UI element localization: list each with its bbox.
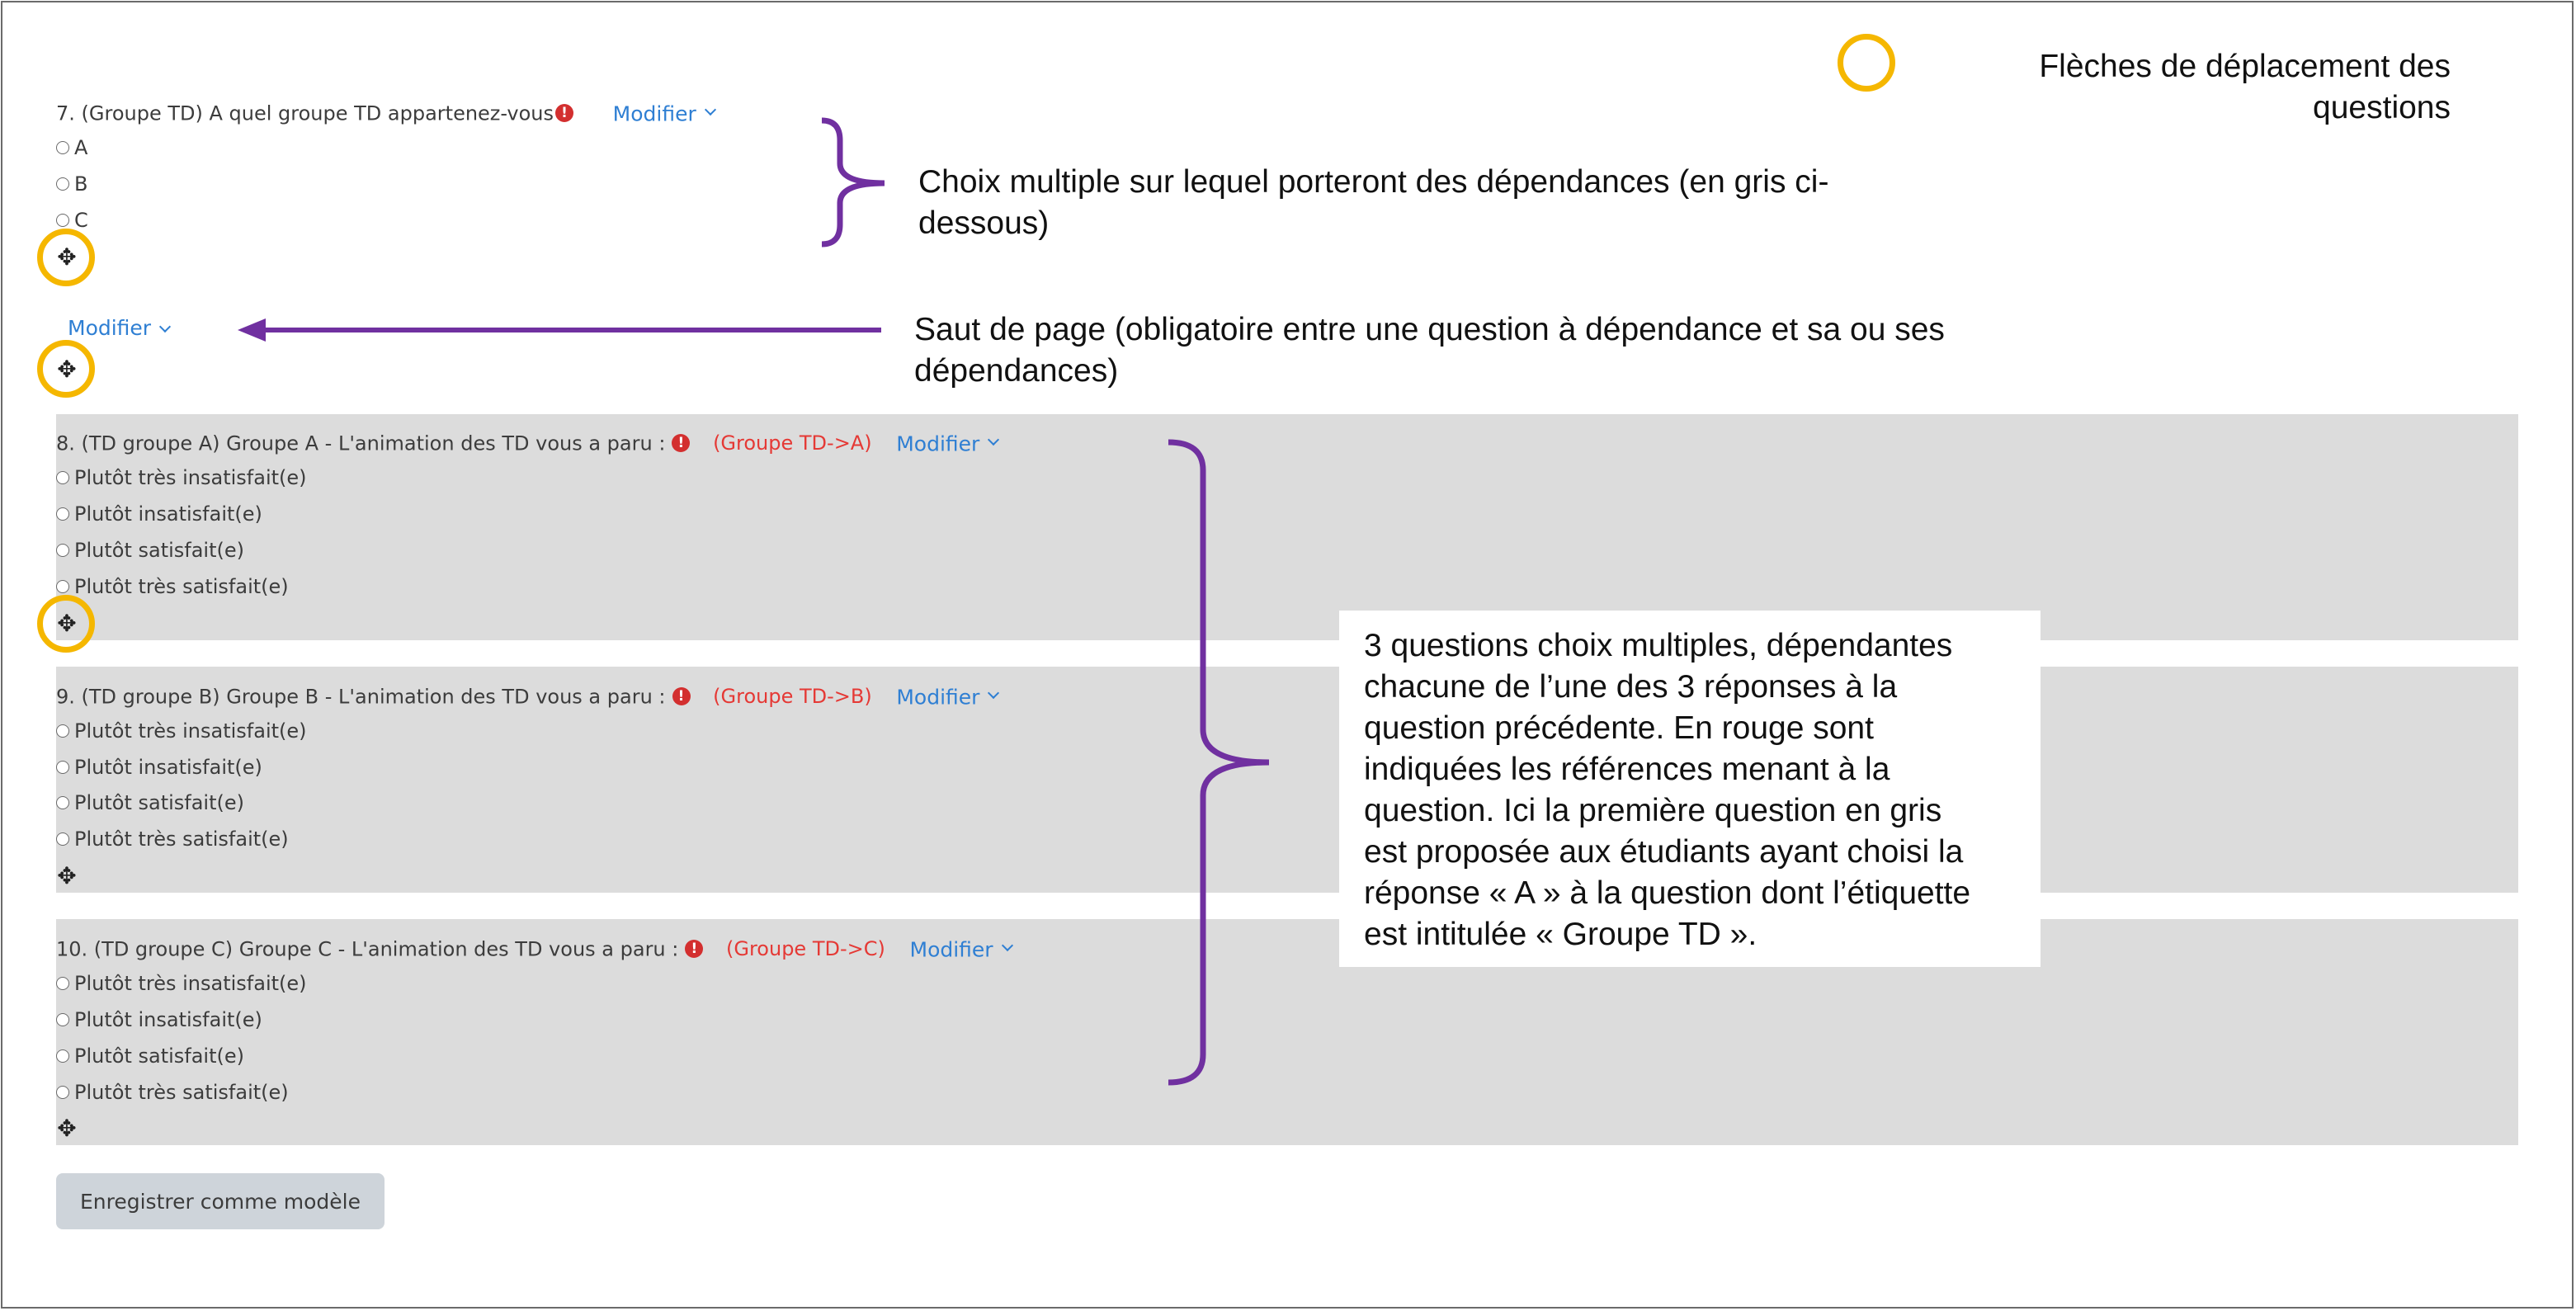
- annotation-line: dépendances): [914, 353, 1119, 389]
- option-label: B: [74, 172, 88, 196]
- move-icon[interactable]: ✥: [57, 356, 77, 382]
- question-7-title: 7. (Groupe TD) A quel groupe TD appartenez-vous: [56, 101, 554, 125]
- pagebreak-annotation: [914, 309, 1945, 392]
- arrow-head-icon: [238, 318, 266, 342]
- callout-line: est proposée aux étudiants ayant choisi la: [1364, 834, 1964, 870]
- required-icon: !: [555, 104, 573, 122]
- annotation-line: dessous): [918, 205, 1050, 241]
- modify-label: Modifier: [612, 101, 696, 126]
- move-icon[interactable]: ✥: [57, 863, 77, 889]
- dependency-reference: (Groupe TD->C): [726, 937, 885, 961]
- annotation-line: Choix multiple sur lequel porteront des dépendances (en gris ci-: [918, 164, 1829, 200]
- move-icon[interactable]: ✥: [57, 611, 77, 636]
- option-label: Plutôt insatisfait(e): [74, 502, 262, 526]
- option-label: Plutôt très insatisfait(e): [74, 466, 307, 489]
- modify-label: Modifier: [896, 431, 980, 456]
- option-label: Plutôt satisfait(e): [74, 539, 245, 562]
- annotation-line: Flèches de déplacement des: [2039, 49, 2451, 84]
- option-label: Plutôt très satisfait(e): [74, 1081, 289, 1104]
- arrows-legend: [1947, 46, 2451, 129]
- option-label: Plutôt satisfait(e): [74, 791, 245, 814]
- highlight-ring: [37, 340, 95, 398]
- modify-label: Modifier: [68, 316, 152, 340]
- option-label: Plutôt insatisfait(e): [74, 756, 262, 779]
- move-icon[interactable]: ✥: [57, 1115, 77, 1141]
- callout-line: est intitulée « Groupe TD ».: [1364, 917, 1757, 952]
- callout-line: indiquées les références menant à la: [1364, 752, 1890, 787]
- highlight-ring: [37, 229, 95, 286]
- callout-line: réponse « A » à la question dont l’étiquette: [1364, 875, 1971, 911]
- bracket-choice-icon: [822, 120, 885, 244]
- annotation-line: Saut de page (obligatoire entre une question à dépendance et sa ou ses: [914, 312, 1945, 347]
- option-label: Plutôt très insatisfait(e): [74, 719, 307, 743]
- callout-line: question. Ici la première question en gris: [1364, 793, 1942, 828]
- option-label: Plutôt très satisfait(e): [74, 828, 289, 851]
- callout-line: question précédente. En rouge sont: [1364, 710, 1874, 746]
- brace-dependent-icon: [1168, 442, 1269, 1082]
- annotation-line: questions: [2313, 90, 2451, 125]
- callout-line: 3 questions choix multiples, dépendantes: [1364, 628, 1953, 663]
- required-icon: !: [672, 434, 690, 452]
- option-label: Plutôt satisfait(e): [74, 1045, 245, 1068]
- required-icon: !: [685, 940, 703, 958]
- option-label: A: [74, 136, 88, 159]
- question-9-title: 9. (TD groupe B) Groupe B - L'animation des TD vous a paru :: [56, 685, 666, 709]
- callout-line: chacune de l’une des 3 réponses à la: [1364, 669, 1898, 705]
- move-icon[interactable]: ✥: [57, 244, 77, 270]
- question-10-title: 10. (TD groupe C) Groupe C - L'animation des TD vous a paru :: [56, 937, 679, 961]
- choice-annotation: [918, 162, 1828, 244]
- modify-label: Modifier: [909, 937, 993, 962]
- option-label: Plutôt insatisfait(e): [74, 1008, 262, 1031]
- required-icon: !: [672, 687, 691, 705]
- option-label: C: [74, 209, 88, 232]
- dependency-callout: [1339, 611, 2041, 967]
- dependency-reference: (Groupe TD->A): [713, 431, 872, 455]
- question-8-title: 8. (TD groupe A) Groupe A - L'animation des TD vous a paru :: [56, 431, 666, 455]
- save-as-template-button[interactable]: Enregistrer comme modèle: [56, 1173, 385, 1229]
- dependency-reference: (Groupe TD->B): [713, 685, 872, 709]
- highlight-ring: [37, 595, 95, 653]
- modify-label: Modifier: [896, 685, 980, 710]
- highlight-ring-legend: [1838, 34, 1895, 92]
- option-label: Plutôt très satisfait(e): [74, 575, 289, 598]
- option-label: Plutôt très insatisfait(e): [74, 972, 307, 995]
